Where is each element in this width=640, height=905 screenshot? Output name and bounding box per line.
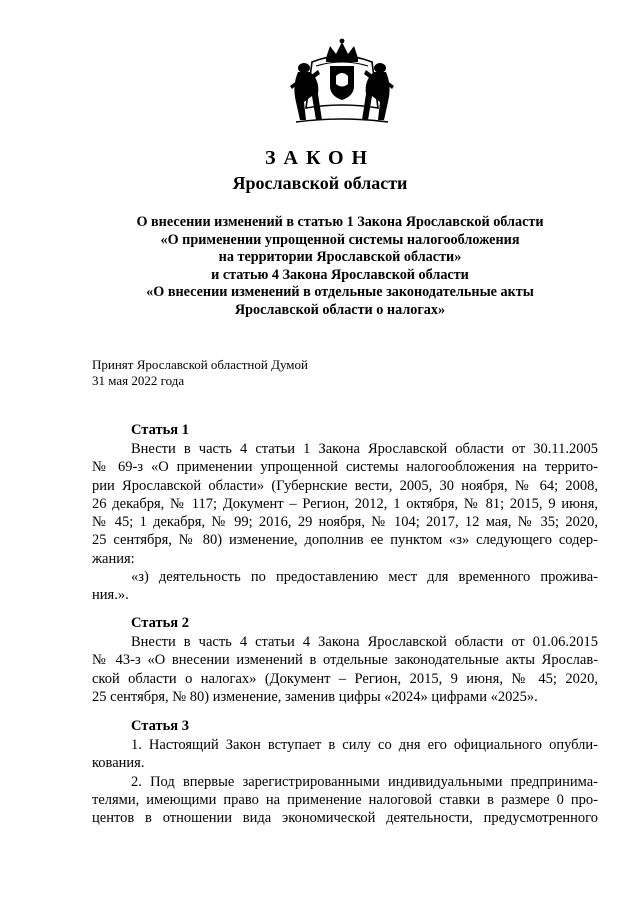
article-3-text bbox=[92, 736, 598, 827]
paragraph-line: ской области о налогах» (Документ – Регион, 2015, 9 июня, № 45; 2020, bbox=[92, 670, 598, 687]
law-title-line: Ярославской области о налогах» bbox=[234, 301, 446, 318]
article-2-heading: Статья 2 bbox=[131, 615, 189, 631]
paragraph-line: ния.». bbox=[92, 587, 129, 604]
paragraph-line: 26 декабря, № 117; Документ – Регион, 2012, 1 октября, № 81; 2015, 9 июня, bbox=[92, 495, 598, 512]
yaroslavl-coat-of-arms-icon bbox=[286, 36, 398, 128]
paragraph-line: телями, имеющими право на применение налоговой ставки в размере 0 про- bbox=[92, 791, 598, 808]
paragraph-line: Внести в часть 4 статьи 1 Закона Ярославской области от 30.11.2005 bbox=[131, 441, 598, 457]
paragraph-line: 2. Под впервые зарегистрированными индивидуальными предпринима- bbox=[131, 773, 598, 790]
law-title bbox=[100, 214, 580, 320]
paragraph-line: № 69-з «О применении упрощенной системы налогообложения на террито- bbox=[92, 459, 598, 476]
paragraph-line: кования. bbox=[92, 755, 145, 772]
paragraph-line: 25 сентября, № 80) изменение, заменив цифры «2024» цифрами «2025». bbox=[92, 688, 538, 705]
paragraph-line: центов в отношении вида экономической деятельности, предусмотренного bbox=[92, 810, 598, 827]
law-title-line: «О внесении изменений в отдельные законодательные акты bbox=[146, 284, 534, 301]
paragraph-line: рии Ярославской области» (Губернские вести, 2005, 30 ноября, № 64; 2008, bbox=[92, 477, 598, 494]
paragraph-line: № 45; 1 декабря, № 99; 2016, 29 ноября, № 104; 2017, 12 мая, № 35; 2020, bbox=[92, 514, 598, 531]
paragraph-line: Внести в часть 4 статьи 4 Закона Ярославской области от 01.06.2015 bbox=[131, 634, 598, 650]
paragraph-line: 25 сентября, № 80) изменение, дополнив ее пунктом «з» следующего содер- bbox=[92, 532, 598, 549]
paragraph-line: «з) деятельность по предоставлению мест для временного прожива- bbox=[131, 569, 598, 586]
law-title-line: и статью 4 Закона Ярославской области bbox=[211, 266, 469, 283]
paragraph-line: жания: bbox=[92, 550, 135, 567]
article-1-text bbox=[92, 440, 598, 605]
paragraph-line: 1. Настоящий Закон вступает в силу со дня его официального опубли- bbox=[131, 737, 598, 753]
law-title-line: «О применении упрощенной системы налогообложения bbox=[160, 231, 520, 248]
paragraph-line: № 43-з «О внесении изменений в отдельные законодательные акты Ярослав- bbox=[92, 652, 598, 669]
article-3-heading: Статья 3 bbox=[131, 718, 189, 734]
adoption-body: Принят Ярославской областной Думой bbox=[92, 357, 308, 372]
adoption-info bbox=[92, 357, 308, 389]
article-2-text bbox=[92, 633, 598, 706]
article-1-heading: Статья 1 bbox=[131, 422, 189, 438]
law-heading: ЗАКОН bbox=[264, 147, 376, 169]
region-heading: Ярославской области bbox=[232, 173, 408, 193]
adoption-date: 31 мая 2022 года bbox=[92, 373, 185, 388]
law-title-line: на территории Ярославской области» bbox=[218, 249, 462, 266]
law-title-line: О внесении изменений в статью 1 Закона Ярославской области bbox=[136, 214, 544, 230]
